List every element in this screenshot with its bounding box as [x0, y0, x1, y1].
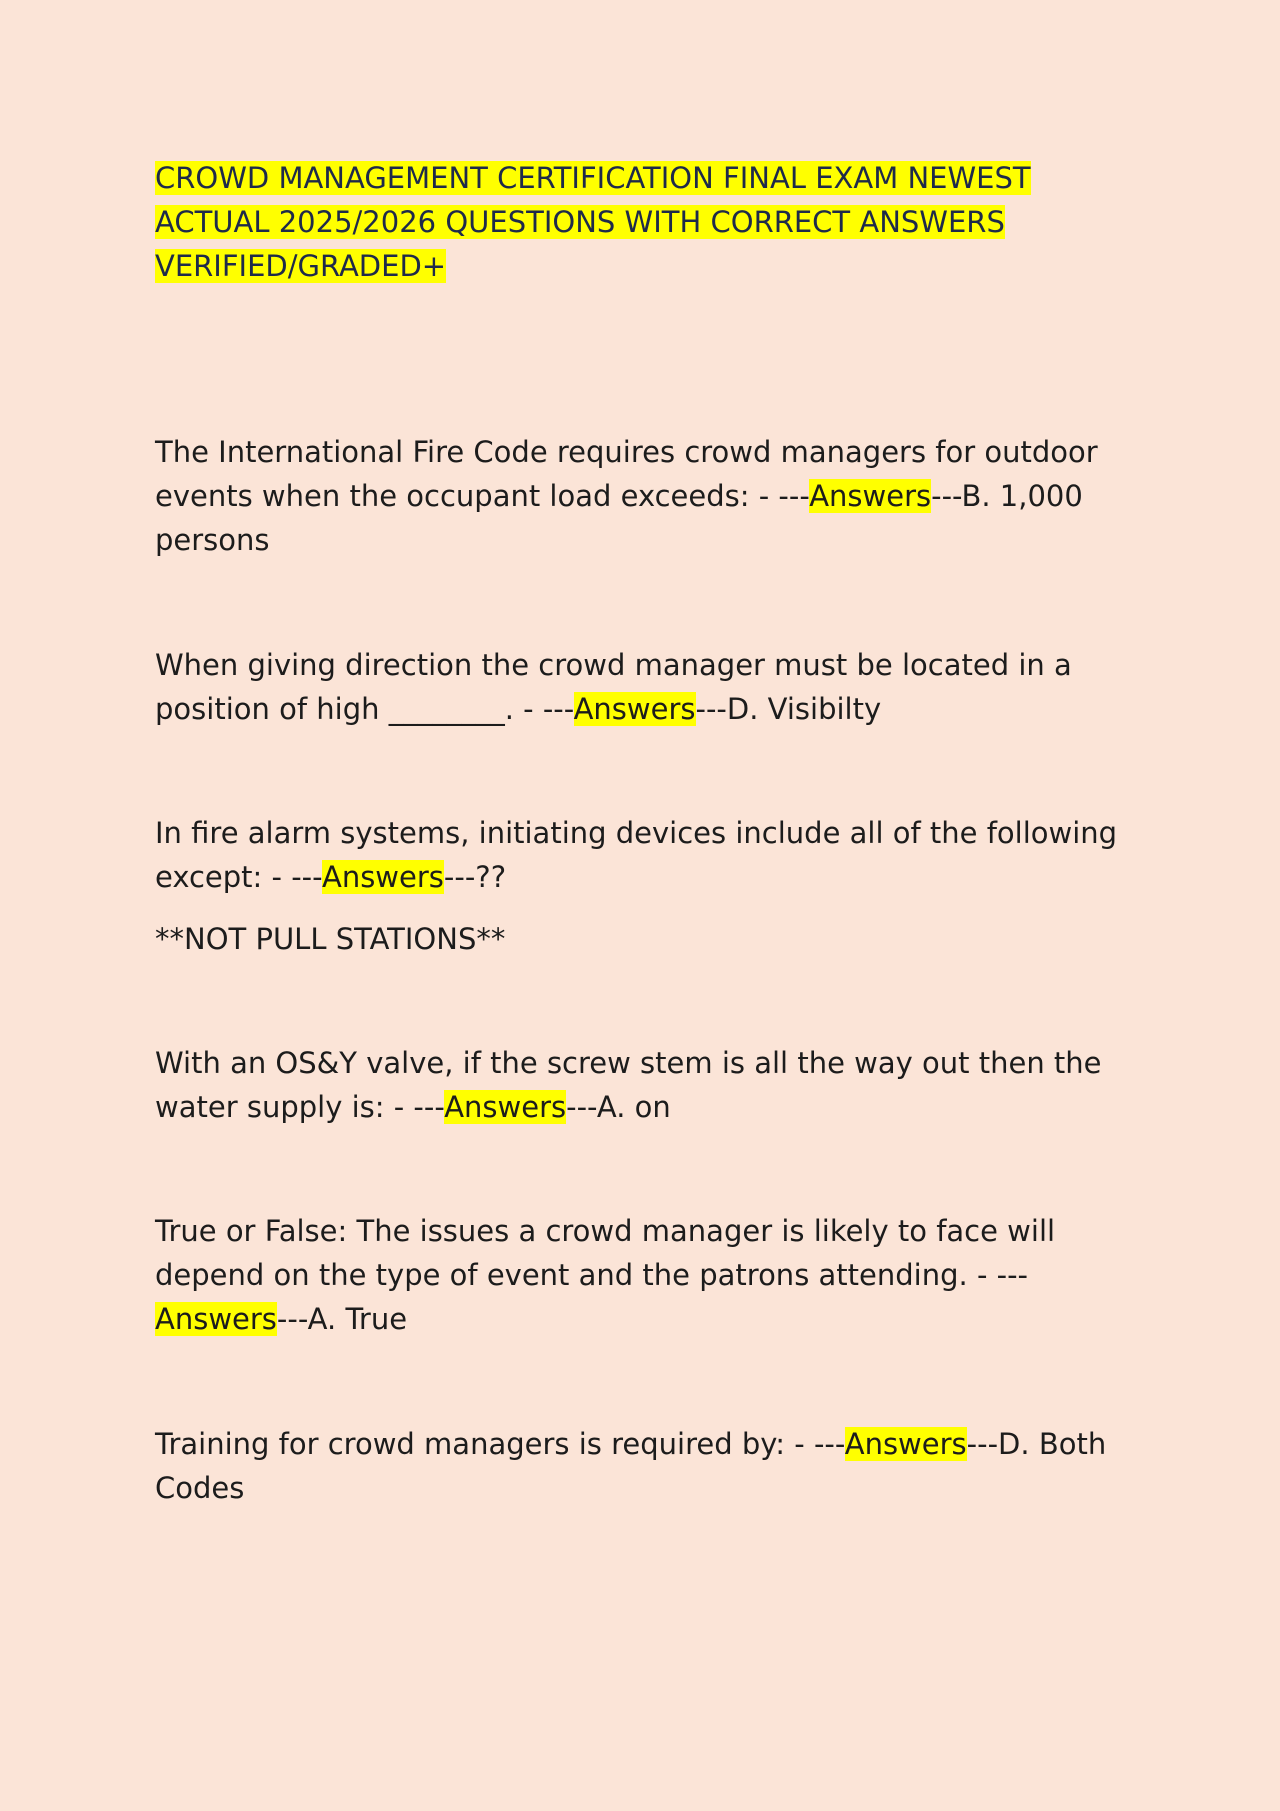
answer-text: ---A. True — [276, 1302, 408, 1336]
answer-text: ---D. Visibilty — [695, 692, 882, 726]
question-text: In fire alarm systems, initiating devices include all of the following except: - --- — [155, 816, 1118, 894]
question-6 — [155, 1422, 1145, 1510]
answer-label: Answers — [444, 1090, 567, 1124]
question-3 — [155, 811, 1145, 899]
document-title — [155, 156, 1135, 288]
question-text: With an OS&Y valve, if the screw stem is all the way out then the water supply is: - --- — [155, 1046, 1102, 1124]
question-2 — [155, 643, 1145, 731]
answer-label: Answers — [844, 1427, 967, 1461]
answer-text: ---D. Both Codes — [155, 1427, 1107, 1505]
answer-label: Answers — [809, 479, 932, 513]
question-5 — [155, 1209, 1145, 1341]
answer-label: Answers — [321, 860, 444, 894]
title-line-3: VERIFIED/GRADED+ — [155, 249, 447, 283]
question-4 — [155, 1041, 1145, 1129]
answer-label: Answers — [573, 692, 696, 726]
title-line-1: CROWD MANAGEMENT CERTIFICATION FINAL EXAM NEWEST — [155, 161, 1031, 195]
question-text: Training for crowd managers is required by: - --- — [155, 1427, 845, 1461]
question-text: When giving direction the crowd manager must be located in a position of high ________. - --- — [155, 648, 1072, 726]
answer-label: Answers — [155, 1302, 277, 1336]
answer-text: ---A. on — [566, 1090, 671, 1124]
question-text: The International Fire Code requires crowd managers for outdoor events when the occupant load exceeds: - --- — [155, 435, 1098, 513]
question-1 — [155, 430, 1145, 562]
title-line-2: ACTUAL 2025/2026 QUESTIONS WITH CORRECT ANSWERS — [155, 205, 1005, 239]
answer-note: **NOT PULL STATIONS** — [155, 922, 506, 956]
answer-text: ---?? — [443, 860, 507, 894]
question-text: True or False: The issues a crowd manager is likely to face will depend on the type of event and the patrons attending. - --- — [155, 1214, 1056, 1292]
answer-text: ---B. 1,000 persons — [155, 479, 1083, 557]
